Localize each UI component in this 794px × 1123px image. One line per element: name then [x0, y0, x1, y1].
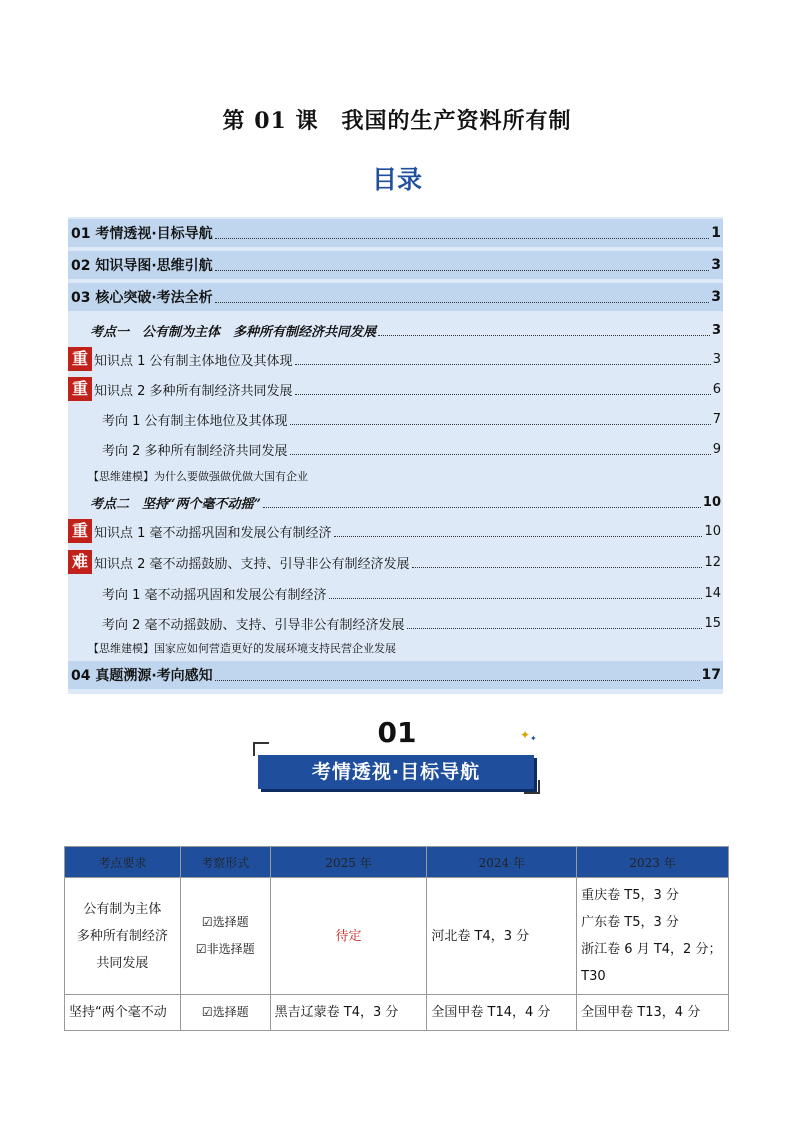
document-title: 第 01 课 我国的生产资料所有制 — [222, 108, 572, 134]
toc-entry-knowledge-1-1[interactable]: 重 知识点 1 公有制主体地位及其体现 3 — [68, 345, 723, 373]
table-header-row — [65, 847, 729, 878]
leader-dots — [215, 292, 710, 303]
toc-entry-direction-2-1[interactable]: 考向 1 毫不动摇巩固和发展公有制经济 14 — [102, 585, 721, 603]
key-point-badge: 重 — [68, 519, 92, 543]
column-header: 2023 年 — [577, 847, 729, 878]
toc-entry-04[interactable]: 04 真题溯源·考向感知 17 — [68, 661, 723, 689]
toc-entry-thinking-model-1[interactable]: 【思维建模】为什么要做强做优做大国有企业 — [88, 470, 308, 483]
column-header: 考察形式 — [180, 847, 270, 878]
toc-entry-direction-2-2[interactable]: 考向 2 毫不动摇鼓励、支持、引导非公有制经济发展 15 — [102, 615, 721, 633]
banner-frame-corner — [524, 780, 540, 794]
toc-entry-01[interactable]: 01 考情透视·目标导航 1 — [68, 219, 723, 247]
form-cell: ☑选择题 ☑非选择题 — [180, 878, 270, 995]
sparkle-icon: ✦ — [520, 728, 531, 742]
toc-entry-kaodian-2[interactable]: 考点二 坚持“两个毫不动摇” 10 — [90, 494, 721, 512]
column-header: 考点要求 — [65, 847, 181, 878]
toc-entry-kaodian-1[interactable]: 考点一 公有制为主体 多种所有制经济共同发展 3 — [90, 322, 721, 340]
toc-heading: 目录 — [371, 165, 422, 194]
year-2025-cell: 待定 — [270, 878, 427, 995]
leader-dots — [215, 228, 710, 239]
table-row — [65, 878, 729, 995]
year-2023-cell: 重庆卷 T5，3 分 广东卷 T5，3 分 浙江卷 6 月 T4，2 分； T30 — [577, 878, 729, 995]
table-row — [65, 995, 729, 1031]
form-cell: ☑选择题 — [180, 995, 270, 1031]
column-header: 2025 年 — [270, 847, 427, 878]
column-header: 2024 年 — [427, 847, 577, 878]
leader-dots — [290, 414, 711, 425]
toc-entry-knowledge-2-1[interactable]: 重 知识点 1 毫不动摇巩固和发展公有制经济 10 — [68, 517, 723, 545]
difficult-point-badge: 难 — [68, 550, 92, 574]
banner-frame-corner — [253, 742, 269, 756]
leader-dots — [412, 557, 703, 568]
topic-cell: 坚持“两个毫不动 — [65, 995, 181, 1031]
exam-analysis-table — [64, 846, 729, 1031]
leader-dots — [378, 325, 710, 336]
year-2024-cell: 全国甲卷 T14，4 分 — [427, 995, 577, 1031]
toc-entry-thinking-model-2[interactable]: 【思维建模】国家应如何营造更好的发展环境支持民营企业发展 — [88, 642, 396, 655]
year-2023-cell: 全国甲卷 T13，4 分 — [577, 995, 729, 1031]
leader-dots — [329, 588, 703, 599]
leader-dots — [295, 354, 711, 365]
toc-entry-02[interactable]: 02 知识导图·思维引航 3 — [68, 251, 723, 279]
toc-entry-direction-1-2[interactable]: 考向 2 多种所有制经济共同发展 9 — [102, 441, 721, 459]
leader-dots — [407, 618, 703, 629]
table-of-contents — [68, 217, 723, 694]
leader-dots — [295, 384, 711, 395]
leader-dots — [215, 670, 700, 681]
year-2024-cell: 河北卷 T4，3 分 — [427, 878, 577, 995]
sparkle-icon: ✦ — [530, 734, 537, 743]
leader-dots — [215, 260, 710, 271]
key-point-badge: 重 — [68, 377, 92, 401]
key-point-badge: 重 — [68, 347, 92, 371]
toc-entry-direction-1-1[interactable]: 考向 1 公有制主体地位及其体现 7 — [102, 411, 721, 429]
leader-dots — [334, 526, 703, 537]
year-2025-cell: 黑吉辽蒙卷 T4，3 分 — [270, 995, 427, 1031]
section-banner: 考情透视·目标导航 — [258, 755, 534, 789]
section-number: 01 — [377, 716, 417, 749]
toc-entry-knowledge-1-2[interactable]: 重 知识点 2 多种所有制经济共同发展 6 — [68, 375, 723, 403]
leader-dots — [290, 444, 711, 455]
leader-dots — [263, 497, 701, 508]
toc-entry-03[interactable]: 03 核心突破·考法全析 3 — [68, 283, 723, 311]
toc-entry-knowledge-2-2[interactable]: 难 知识点 2 毫不动摇鼓励、支持、引导非公有制经济发展 12 — [68, 548, 723, 576]
topic-cell: 公有制为主体 多种所有制经济 共同发展 — [65, 878, 181, 995]
